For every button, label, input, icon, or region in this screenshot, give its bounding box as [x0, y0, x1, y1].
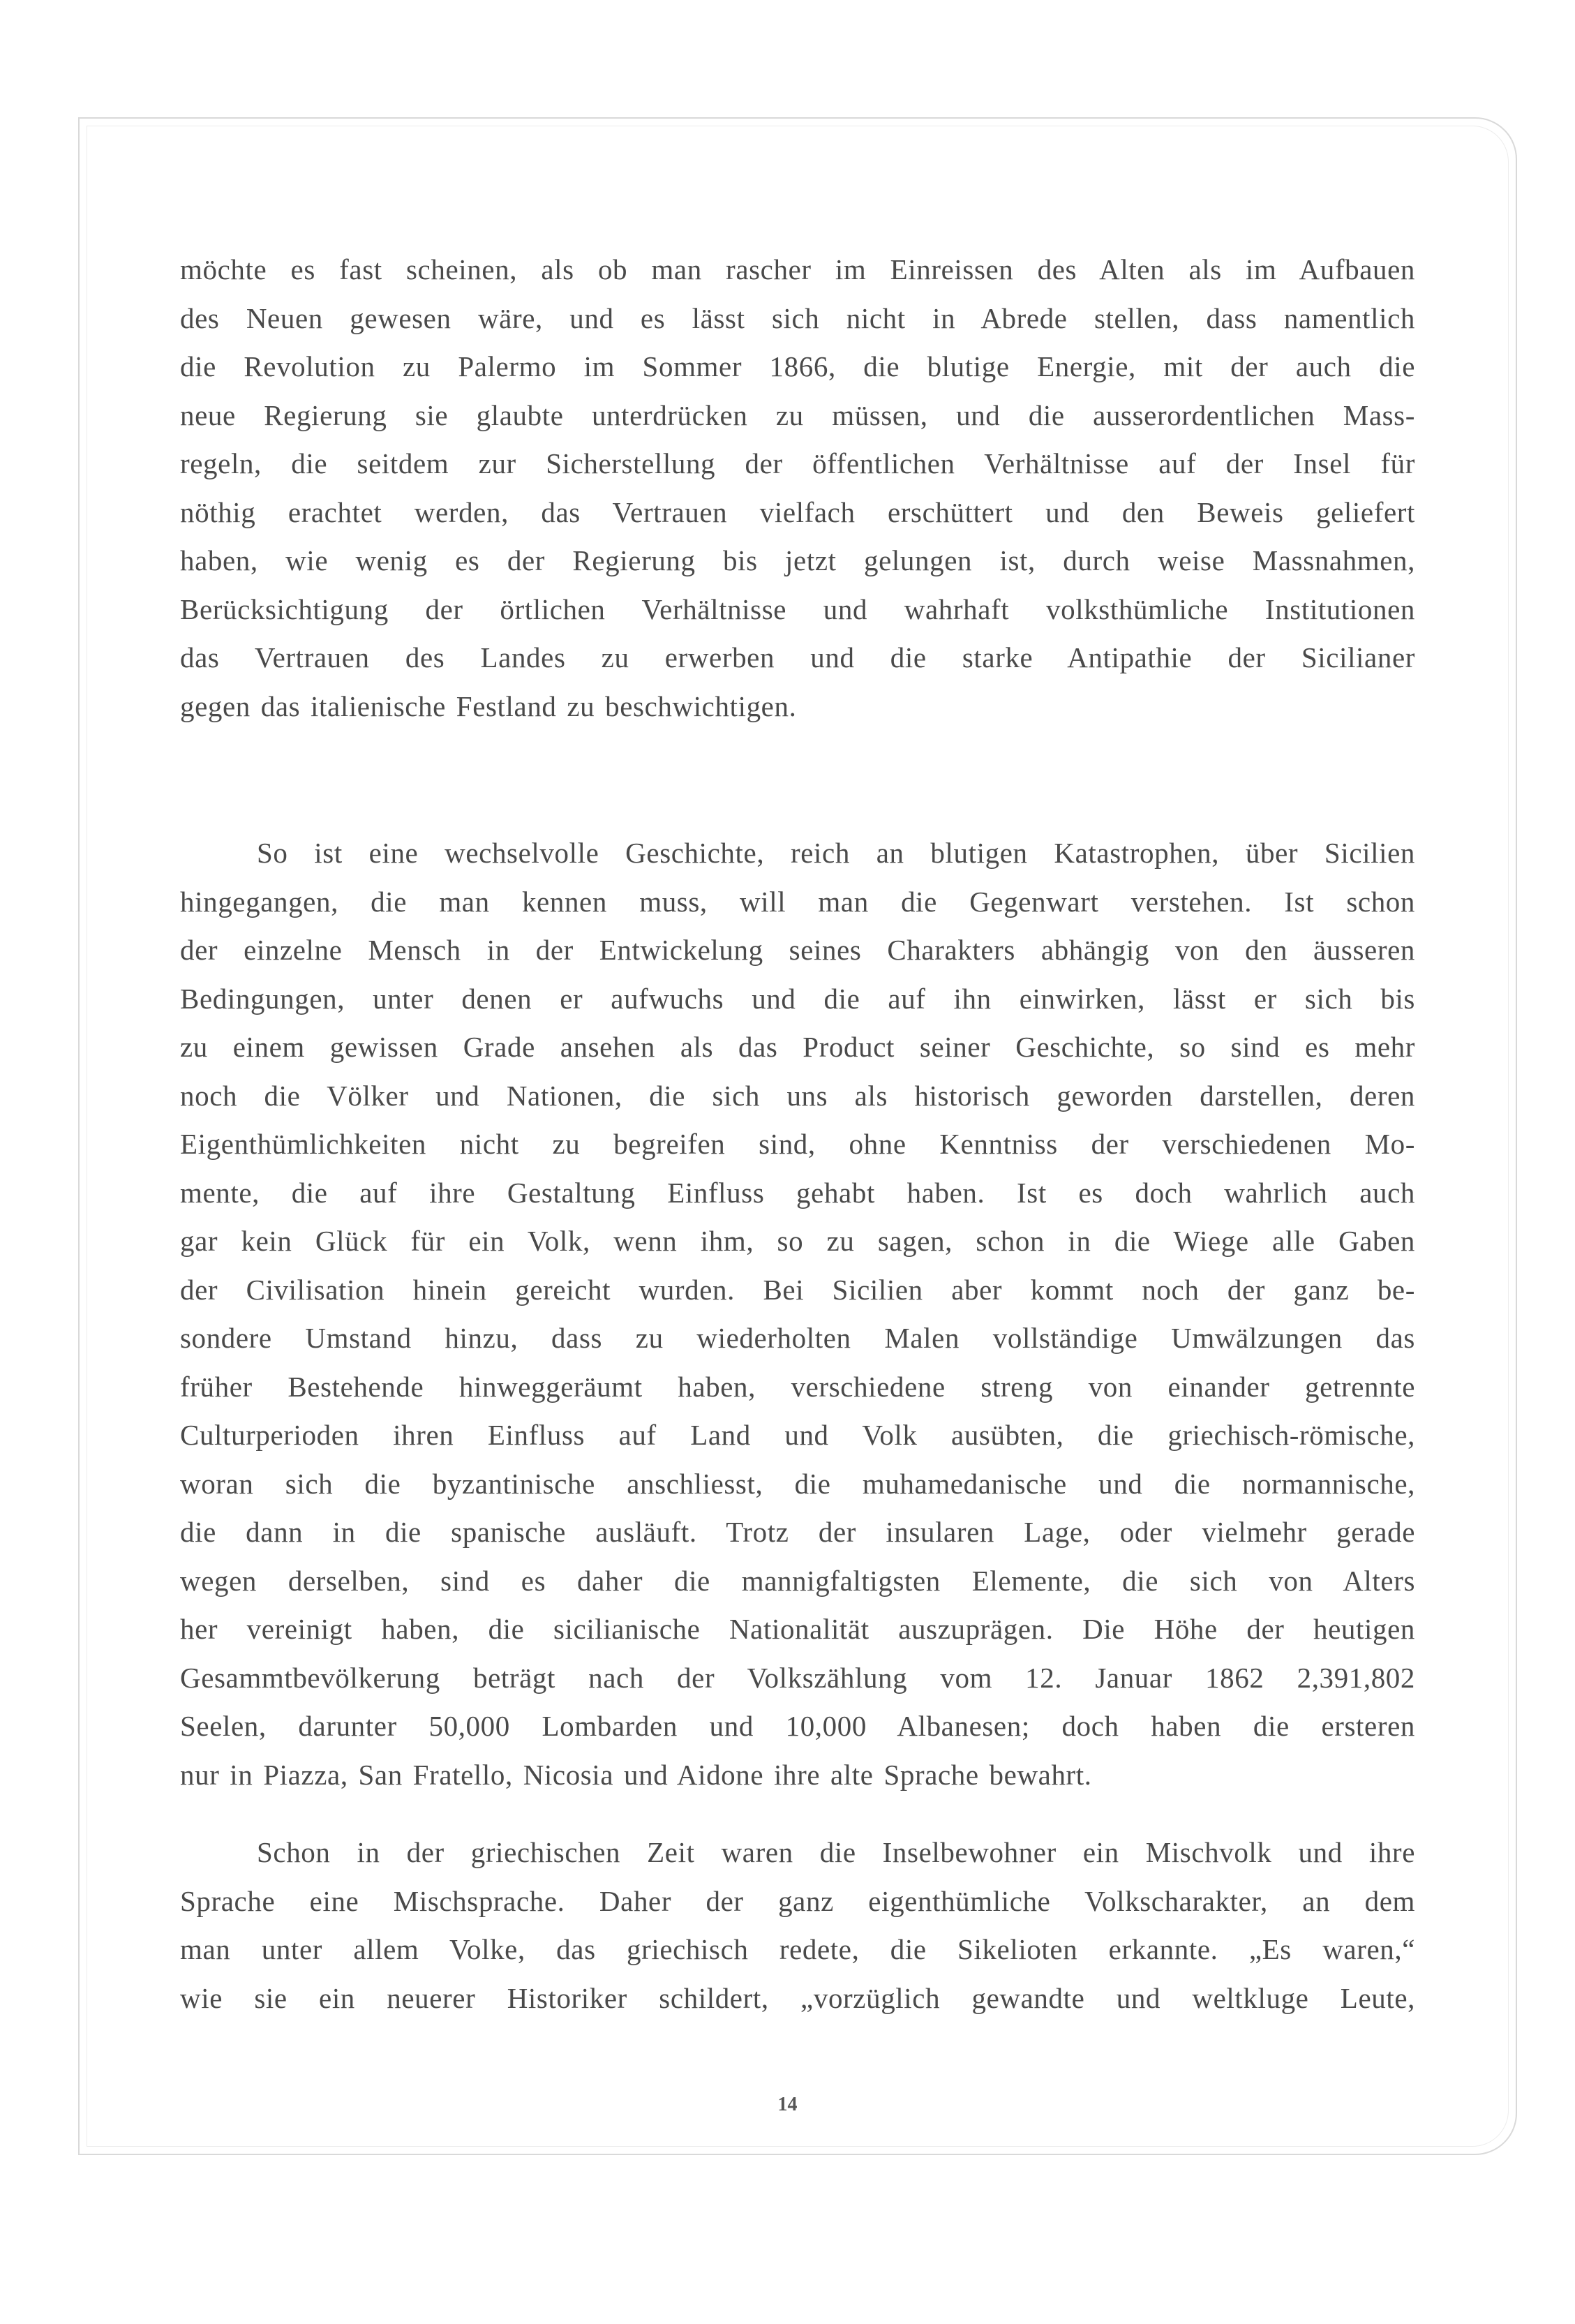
text-line: möchte es fast scheinen, als ob man rascher im Einreissen des Alten als im Aufbauen — [180, 253, 1415, 285]
text-line: Bedingungen, unter denen er aufwuchs und die auf ihn einwirken, lässt er sich bis — [180, 982, 1415, 1015]
text-line: man unter allem Volke, das griechisch redete, die Sikelioten erkannte. „Es waren,“ — [180, 1933, 1415, 1965]
text-line: mente, die auf ihre Gestaltung Einfluss gehabt haben. Ist es doch wahrlich auch — [180, 1176, 1415, 1209]
text-line: wie sie ein neuerer Historiker schildert, „vorzüglich gewandte und weltkluge Leute, — [180, 1981, 1415, 2014]
text-line: zu einem gewissen Grade ansehen als das Product seiner Geschichte, so sind es mehr — [180, 1031, 1415, 1063]
text-line: das Vertrauen des Landes zu erwerben und die starke Antipathie der Sicilianer — [180, 641, 1415, 673]
text-line: nöthig erachtet werden, das Vertrauen vielfach erschüttert und den Beweis geliefert — [180, 496, 1415, 528]
text-line: der Civilisation hinein gereicht wurden. Bei Sicilien aber kommt noch der ganz be- — [180, 1273, 1415, 1306]
text-line: Berücksichtigung der örtlichen Verhältnisse und wahrhaft volksthümliche Institutionen — [180, 593, 1415, 625]
text-line: woran sich die byzantinische anschliesst, die muhamedanische und die normannische, — [180, 1467, 1415, 1500]
text-line: hingegangen, die man kennen muss, will man die Gegenwart verstehen. Ist schon — [180, 885, 1415, 918]
text-line: Seelen, darunter 50,000 Lombarden und 10,000 Albanesen; doch haben die ersteren — [180, 1710, 1415, 1742]
paragraph-3 — [180, 1828, 1415, 2023]
paragraph-1 — [180, 246, 1415, 731]
paragraph-2 — [180, 829, 1415, 1799]
text-line: Schon in der griechischen Zeit waren die Inselbewohner ein Mischvolk und ihre — [257, 1836, 1415, 1868]
text-line: des Neuen gewesen wäre, und es lässt sich nicht in Abrede stellen, dass namentlich — [180, 301, 1415, 334]
text-line: Culturperioden ihren Einfluss auf Land und Volk ausübten, die griechisch-römische, — [180, 1419, 1415, 1451]
text-line: gar kein Glück für ein Volk, wenn ihm, so zu sagen, schon in die Wiege alle Gaben — [180, 1225, 1415, 1257]
text-line: her vereinigt haben, die sicilianische Nationalität auszuprägen. Die Höhe der heutigen — [180, 1613, 1415, 1645]
text-line: der einzelne Mensch in der Entwickelung seines Charakters abhängig von den äusseren — [180, 934, 1415, 966]
page-number: 14 — [777, 2094, 798, 2115]
text-line: Gesammtbevölkerung beträgt nach der Volkszählung vom 12. Januar 1862 2,391,802 — [180, 1661, 1415, 1694]
text-line: neue Regierung sie glaubte unterdrücken zu müssen, und die ausserordentlichen Mass- — [180, 398, 1415, 431]
text-line: nur in Piazza, San Fratello, Nicosia und Aidone ihre alte Sprache bewahrt. — [180, 1758, 1092, 1791]
text-line: Eigenthümlichkeiten nicht zu begreifen sind, ohne Kenntniss der verschiedenen Mo- — [180, 1128, 1415, 1160]
text-line: die Revolution zu Palermo im Sommer 1866, die blutige Energie, mit der auch die — [180, 350, 1415, 382]
text-line: Sprache eine Mischsprache. Daher der ganz eigenthümliche Volkscharakter, an dem — [180, 1884, 1415, 1917]
text-line: wegen derselben, sind es daher die mannigfaltigsten Elemente, die sich von Alters — [180, 1564, 1415, 1597]
text-line: früher Bestehende hinweggeräumt haben, verschiedene streng von einander getrennte — [180, 1370, 1415, 1403]
text-line: noch die Völker und Nationen, die sich uns als historisch geworden darstellen, deren — [180, 1079, 1415, 1112]
text-line: sondere Umstand hinzu, dass zu wiederholten Malen vollständige Umwälzungen das — [180, 1322, 1415, 1354]
text-line: So ist eine wechselvolle Geschichte, reich an blutigen Katastrophen, über Sicilien — [257, 837, 1415, 869]
text-line: regeln, die seitdem zur Sicherstellung der öffentlichen Verhältnisse auf der Insel für — [180, 447, 1415, 479]
text-line: haben, wie wenig es der Regierung bis jetzt gelungen ist, durch weise Massnahmen, — [180, 544, 1415, 576]
text-line: die dann in die spanische ausläuft. Trotz der insularen Lage, oder vielmehr gerade — [180, 1516, 1415, 1548]
text-line: gegen das italienische Festland zu beschwichtigen. — [180, 690, 797, 722]
